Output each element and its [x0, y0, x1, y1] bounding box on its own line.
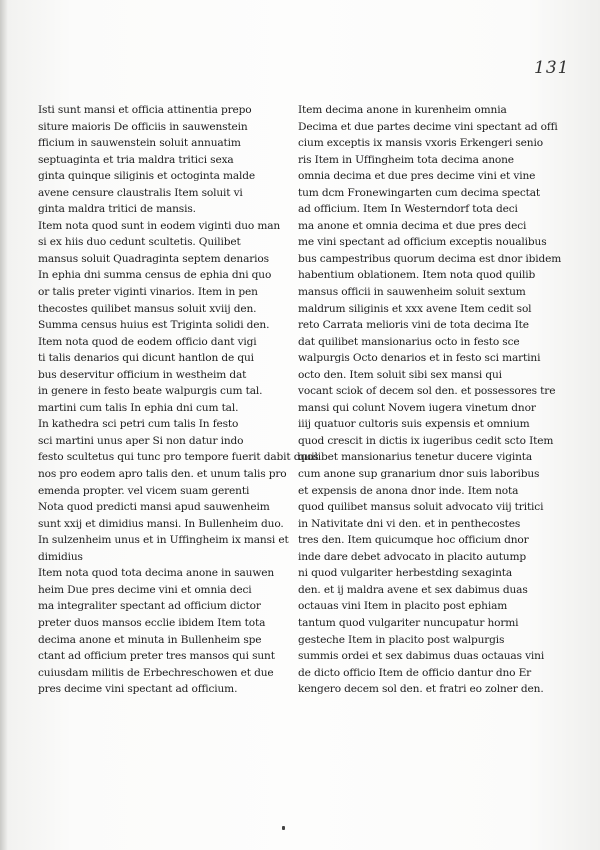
left-column-line: bus deservitur officium in westheim dat — [38, 368, 247, 381]
left-column-line: siture maioris De officiis in sauwenstein — [38, 120, 248, 133]
right-column-line: habentium oblationem. Item nota quod quilib — [298, 269, 536, 282]
left-column-line: nos pro eodem apro talis den. et unum talis pro — [38, 468, 287, 481]
left-column-line: ctant ad officium preter tres mansos qui sunt — [38, 650, 275, 663]
left-column-line: In ephia dni summa census de ephia dni quo — [38, 269, 272, 282]
ink-speck — [282, 826, 285, 830]
right-column-line: summis ordei et sex dabimus duas octauas vini — [298, 650, 545, 663]
left-column-line: ma integraliter spectant ad officium dictor — [38, 600, 261, 613]
left-column-line: decima anone et minuta in Bullenheim spe — [38, 633, 262, 646]
left-column-line: avene censure claustralis Item soluit vi — [38, 186, 243, 199]
left-column-line: mansus soluit Quadraginta septem denarios — [38, 252, 269, 265]
left-column-line: cuiusdam militis de Erbechreschowen et due — [38, 666, 274, 679]
right-column-line: quod quilibet mansus soluit advocato viij tritici — [298, 501, 544, 514]
right-column-line: walpurgis Octo denarios et in festo sci martini — [298, 352, 541, 365]
right-column-line: mansus officii in sauwenheim soluit sextum — [298, 286, 526, 299]
left-column-line: dimidius — [38, 550, 83, 563]
right-column-line: omnia decima et due pres decime vini et vine — [298, 170, 536, 183]
right-column-line: reto Carrata melioris vini de tota decima Ite — [298, 319, 529, 332]
left-column-line: In kathedra sci petri cum talis In festo — [38, 418, 239, 431]
right-column-line: cium exceptis ix mansis vxoris Erkengeri senio — [298, 137, 543, 150]
right-column-line: octauas vini Item in placito post ephiam — [298, 600, 508, 613]
left-column-line: in genere in festo beate walpurgis cum tal. — [38, 385, 263, 398]
right-column-line: cum anone sup granarium dnor suis laboribus — [298, 468, 540, 481]
left-column-line: Item nota quod tota decima anone in sauwen — [38, 567, 275, 580]
right-column-line: gesteche Item in placito post walpurgis — [298, 633, 505, 646]
left-text-column — [38, 102, 319, 698]
right-column-line: ad officium. Item In Westerndorf tota deci — [298, 203, 518, 216]
right-column-line: me vini spectant ad officium exceptis noualibus — [298, 236, 547, 249]
right-column-line: ni quod vulgariter herbestding sexaginta — [298, 567, 513, 580]
left-column-line: Nota quod predicti mansi apud sauwenheim — [38, 501, 270, 514]
right-column-line: Decima et due partes decime vini spectant ad offi — [298, 120, 558, 133]
left-column-line: Item nota quod de eodem officio dant vigi — [38, 335, 257, 348]
right-column-line: maldrum siliginis et xxx avene Item cedit sol — [298, 302, 532, 315]
left-column-line: fficium in sauwenstein soluit annuatim — [38, 137, 241, 150]
right-column-line: kengero decem sol den. et fratri eo zolner den. — [298, 683, 544, 696]
right-column-line: den. et ij maldra avene et sex dabimus duas — [298, 583, 528, 596]
left-column-line: Isti sunt mansi et officia attinentia prepo — [38, 104, 252, 116]
right-column-line: ma anone et omnia decima et due pres deci — [298, 219, 527, 232]
left-column-line: pres decime vini spectant ad officium. — [38, 683, 238, 696]
right-column-line: mansi qui colunt Novem iugera vinetum dnor — [298, 401, 536, 414]
left-column-line: ginta maldra tritici de mansis. — [38, 203, 196, 216]
right-text-column — [298, 102, 560, 698]
left-column-line: martini cum talis In ephia dni cum tal. — [38, 401, 239, 414]
right-column-line: bus campestribus quorum decima est dnor ibidem — [298, 252, 562, 265]
right-column-line: dat quilibet mansionarius octo in festo sce — [298, 335, 520, 348]
left-column-line: sci martini unus aper Si non datur indo — [38, 434, 244, 447]
left-column-line: In sulzenheim unus et in Uffingheim ix mansi et — [38, 534, 289, 547]
left-column-line: sunt xxij et dimidius mansi. In Bullenheim duo. — [38, 517, 284, 530]
left-column-line: preter duos mansos ecclie ibidem Item tota — [38, 616, 266, 629]
left-column-line: ti talis denarios qui dicunt hantlon de qui — [38, 352, 254, 365]
left-column-line: emenda propter. vel vicem suam gerenti — [38, 484, 250, 497]
right-column-line: iiij quatuor cultoris suis expensis et omnium — [298, 418, 530, 431]
right-column-line: in Nativitate dni vi den. et in penthecostes — [298, 517, 521, 530]
right-column-line: quod crescit in dictis ix iugeribus cedit scto Item — [298, 434, 554, 447]
page-edge-shadow — [0, 0, 8, 850]
right-column-line: tres den. Item quicumque hoc officium dnor — [298, 534, 529, 547]
left-column-line: ginta quinque siliginis et octoginta malde — [38, 170, 256, 183]
left-column-line: Summa census huius est Triginta solidi den. — [38, 319, 270, 332]
left-column-line: Item nota quod sunt in eodem viginti duo man — [38, 219, 281, 232]
right-column-line: tantum quod vulgariter nuncupatur hormi — [298, 616, 519, 629]
folio-number: 131 — [534, 58, 570, 78]
left-column-line: thecostes quilibet mansus soluit xviij den. — [38, 302, 257, 315]
right-column-line: inde dare debet advocato in placito autump — [298, 550, 526, 563]
right-column-line: de dicto officio Item de officio dantur dno Er — [298, 666, 532, 679]
left-column-line: heim Due pres decime vini et omnia deci — [38, 583, 252, 596]
left-column-line: si ex hiis duo cedunt scultetis. Quilibet — [38, 236, 241, 249]
right-column-line: Item decima anone in kurenheim omnia — [298, 104, 507, 116]
left-column-line: or talis preter viginti vinarios. Item in pen — [38, 286, 258, 299]
right-column-line: octo den. Item soluit sibi sex mansi qui — [298, 368, 502, 381]
right-column-line: tum dcm Fronewingarten cum decima spectat — [298, 186, 541, 199]
left-column-line: festo scultetus qui tunc pro tempore fuerit dabit duos — [38, 451, 319, 464]
right-column-line: et expensis de anona dnor inde. Item nota — [298, 484, 519, 497]
right-column-line: quilibet mansionarius tenetur ducere viginta — [298, 451, 533, 464]
right-column-line: ris Item in Uffingheim tota decima anone — [298, 153, 514, 166]
right-column-line: vocant sciok of decem sol den. et possessores tre — [298, 385, 556, 398]
left-column-line: septuaginta et tria maldra tritici sexa — [38, 153, 234, 166]
